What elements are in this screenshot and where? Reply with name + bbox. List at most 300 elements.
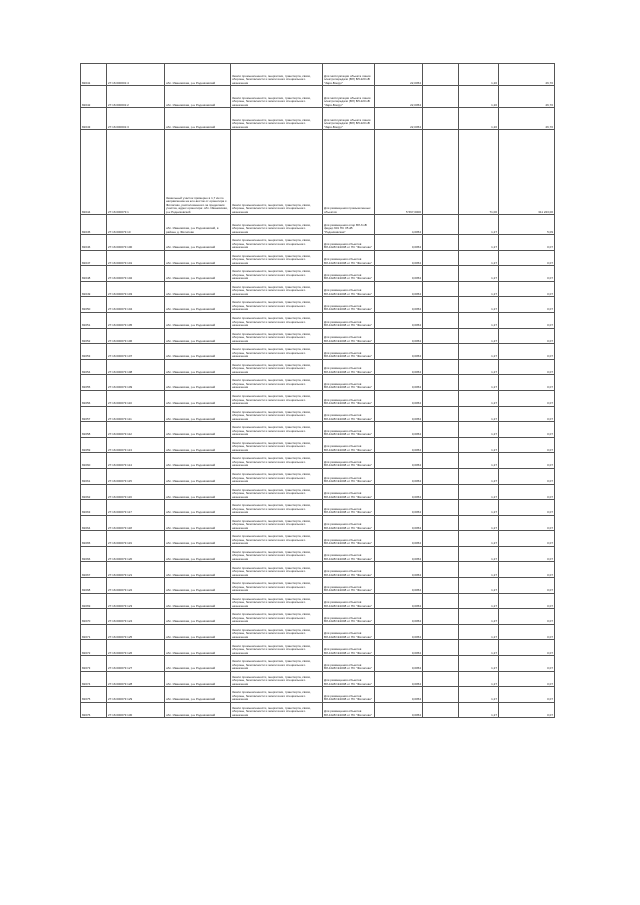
rate-cell: 1,20 — [459, 64, 499, 86]
location-cell: обл. Ивановская, р-н Родниковский — [165, 453, 231, 469]
amount-cell: 0,07 — [499, 328, 555, 344]
amount-cell: 0,07 — [499, 375, 555, 391]
land-category-cell: Земли промышленности, энергетики, транспорта, связи, обороны, безопасности и земли иного специального назначения — [231, 437, 323, 453]
table-row — [81, 86, 555, 108]
permitted-use-cell: Для размещения объектов ВЛ-10кВ №1008 от ПС "Филисово" — [323, 671, 375, 687]
land-category-cell: Земли промышленности, энергетики, транспорта, связи, обороны, безопасности и земли иного специального назначения — [231, 624, 323, 640]
location-cell: обл. Ивановская, р-н Родниковский — [165, 266, 231, 282]
rate-cell: 1,27 — [459, 656, 499, 672]
cadastral-number-cell: 27:16:000073:105 — [107, 312, 165, 328]
amount-cell: 0,07 — [499, 484, 555, 500]
value-1-cell — [423, 687, 459, 703]
row-number-cell: 82042 — [81, 86, 107, 108]
land-category-cell: Земли промышленности, энергетики, транспорта, связи, обороны, безопасности и земли иного специального назначения — [231, 562, 323, 578]
value-1-cell — [423, 500, 459, 516]
area-cell: 0,0054 — [375, 500, 423, 516]
land-plots-table — [80, 63, 555, 718]
permitted-use-cell: Для размещения объектов ВЛ-10кВ №1008 от ПС "Филисово" — [323, 578, 375, 594]
area-cell: 0,0054 — [375, 437, 423, 453]
amount-cell: 0,07 — [499, 500, 555, 516]
value-1-cell — [423, 546, 459, 562]
location-cell: обл. Ивановская, р-н Родниковский — [165, 687, 231, 703]
table-row — [81, 250, 555, 266]
value-1-cell — [423, 484, 459, 500]
land-category-cell: Земли промышленности, энергетики, транспорта, связи, обороны, безопасности и земли иного специального назначения — [231, 281, 323, 297]
rate-cell: 1,27 — [459, 453, 499, 469]
row-number-cell: 82053 — [81, 344, 107, 360]
land-category-cell: Земли промышленности, энергетики, транспорта, связи, обороны, безопасности и земли иного специального назначения — [231, 64, 323, 86]
amount-cell: 0,07 — [499, 515, 555, 531]
permitted-use-cell: Для размещения объектов ВЛ-10кВ №1008 от ПС "Филисово" — [323, 281, 375, 297]
row-number-cell: 82061 — [81, 468, 107, 484]
location-cell: обл. Ивановская, р-н Родниковский — [165, 328, 231, 344]
location-cell: обл. Ивановская, р-н Родниковский, в районе д. Филисово — [165, 215, 231, 235]
rate-cell: 1,27 — [459, 515, 499, 531]
rate-cell: 1,27 — [459, 344, 499, 360]
cadastral-number-cell: 27:16:000073:106 — [107, 328, 165, 344]
area-cell: 0,0054 — [375, 656, 423, 672]
cadastral-number-cell: 27:16:000073:111 — [107, 406, 165, 422]
row-number-cell: 82075 — [81, 687, 107, 703]
value-1-cell — [423, 375, 459, 391]
row-number-cell: 82041 — [81, 64, 107, 86]
value-1-cell — [423, 531, 459, 547]
permitted-use-cell: Для размещения объектов ВЛ-10кВ №1008 от ПС "Филисово" — [323, 656, 375, 672]
row-number-cell: 82073 — [81, 656, 107, 672]
permitted-use-cell: Для размещения объектов ВЛ-10кВ №1008 от ПС "Филисово" — [323, 484, 375, 500]
amount-cell: 311 223,00 — [499, 130, 555, 215]
row-number-cell: 82052 — [81, 328, 107, 344]
row-number-cell: 82076 — [81, 702, 107, 718]
land-category-cell: Земли промышленности, энергетики, транспорта, связи, обороны, безопасности и земли иного специального назначения — [231, 130, 323, 215]
value-1-cell — [423, 562, 459, 578]
location-cell: обл. Ивановская, р-н Родниковский — [165, 437, 231, 453]
amount-cell: 0,07 — [499, 453, 555, 469]
area-cell: 0,0054 — [375, 702, 423, 718]
rate-cell: 1,27 — [459, 437, 499, 453]
amount-cell: 0,07 — [499, 531, 555, 547]
value-1-cell — [423, 624, 459, 640]
amount-cell: 0,07 — [499, 390, 555, 406]
amount-cell: 5,09 — [499, 215, 555, 235]
table-row — [81, 671, 555, 687]
cadastral-number-cell: 27:16:000073:107 — [107, 344, 165, 360]
area-cell: 0,0054 — [375, 390, 423, 406]
land-category-cell: Земли промышленности, энергетики, транспорта, связи, обороны, безопасности и земли иного специального назначения — [231, 359, 323, 375]
permitted-use-cell: Для размещения объектов ВЛ-10кВ №1008 от ПС "Филисово" — [323, 562, 375, 578]
table-row — [81, 531, 555, 547]
row-number-cell: 82065 — [81, 531, 107, 547]
cadastral-number-cell: 27:16:000073:109 — [107, 375, 165, 391]
table-row — [81, 515, 555, 531]
area-cell: 22,0054 — [375, 108, 423, 130]
cadastral-number-cell: 27:16:000073:118 — [107, 515, 165, 531]
amount-cell: 26,70 — [499, 64, 555, 86]
location-cell: обл. Ивановская, р-н Родниковский — [165, 515, 231, 531]
location-cell: обл. Ивановская, р-н Родниковский — [165, 593, 231, 609]
table-row — [81, 406, 555, 422]
row-number-cell: 82064 — [81, 515, 107, 531]
permitted-use-cell: Для размещения объектов ВЛ-10кВ №1008 от ПС "Филисово" — [323, 250, 375, 266]
land-category-cell: Земли промышленности, энергетики, транспорта, связи, обороны, безопасности и земли иного специального назначения — [231, 422, 323, 438]
table-row — [81, 640, 555, 656]
table-row — [81, 562, 555, 578]
cadastral-number-cell: 27:16:000073:110 — [107, 390, 165, 406]
row-number-cell: 82049 — [81, 281, 107, 297]
table-row — [81, 297, 555, 313]
value-1-cell — [423, 130, 459, 215]
area-cell: 0,0054 — [375, 484, 423, 500]
location-cell: обл. Ивановская, р-н Родниковский — [165, 562, 231, 578]
table-row — [81, 130, 555, 215]
cadastral-number-cell: 27:16:000073:100 — [107, 235, 165, 251]
table-row — [81, 390, 555, 406]
row-number-cell: 82070 — [81, 609, 107, 625]
area-cell: 4,0054 — [375, 215, 423, 235]
rate-cell: 1,27 — [459, 406, 499, 422]
table-row — [81, 359, 555, 375]
row-number-cell: 82071 — [81, 624, 107, 640]
permitted-use-cell: Для размещения объектов ВЛ-10кВ №1008 от ПС "Филисово" — [323, 422, 375, 438]
land-category-cell: Земли промышленности, энергетики, транспорта, связи, обороны, безопасности и земли иного специального назначения — [231, 235, 323, 251]
rate-cell: 1,27 — [459, 215, 499, 235]
location-cell: обл. Ивановская, р-н Родниковский — [165, 390, 231, 406]
permitted-use-cell: Для размещения объектов ВЛ-10кВ №1008 от ПС "Филисово" — [323, 312, 375, 328]
permitted-use-cell: Для размещения объектов ВЛ-10кВ №1008 от ПС "Филисово" — [323, 515, 375, 531]
land-category-cell: Земли промышленности, энергетики, транспорта, связи, обороны, безопасности и земли иного специального назначения — [231, 390, 323, 406]
permitted-use-cell: Для размещения объектов ВЛ-10кВ №1008 от ПС "Филисово" — [323, 453, 375, 469]
rate-cell: 1,27 — [459, 687, 499, 703]
location-cell: обл. Ивановская, р-н Родниковский — [165, 406, 231, 422]
cadastral-number-cell: 27:16:000073:10 — [107, 215, 165, 235]
amount-cell: 0,07 — [499, 687, 555, 703]
area-cell: 5 597,0000 — [375, 130, 423, 215]
cadastral-number-cell: 27:16:000073:116 — [107, 484, 165, 500]
value-1-cell — [423, 297, 459, 313]
cadastral-number-cell: 27:16:000073:117 — [107, 500, 165, 516]
value-1-cell — [423, 702, 459, 718]
location-cell: обл. Ивановская, р-н Родниковский — [165, 484, 231, 500]
value-1-cell — [423, 671, 459, 687]
table-row — [81, 453, 555, 469]
permitted-use-cell: Для размещения промышленных объектов — [323, 130, 375, 215]
value-1-cell — [423, 437, 459, 453]
location-cell: обл. Ивановская, р-н Родниковский — [165, 609, 231, 625]
land-category-cell: Земли промышленности, энергетики, транспорта, связи, обороны, безопасности и земли иного специального назначения — [231, 406, 323, 422]
permitted-use-cell: Для эксплуатации объекта линии электропередачи (ВЛ) ВЛ-220 кВ "Заря-Вокруг" — [323, 108, 375, 130]
rate-cell: 1,27 — [459, 640, 499, 656]
cadastral-number-cell: 27:16:000073:125 — [107, 624, 165, 640]
location-cell: обл. Ивановская, р-н Родниковский — [165, 235, 231, 251]
permitted-use-cell: Для размещения объектов ВЛ-10кВ №1008 от ПС "Филисово" — [323, 406, 375, 422]
cadastral-number-cell: 27:16:000073:128 — [107, 671, 165, 687]
value-1-cell — [423, 468, 459, 484]
row-number-cell: 82045 — [81, 215, 107, 235]
location-cell: обл. Ивановская, р-н Родниковский — [165, 656, 231, 672]
amount-cell: 0,07 — [499, 578, 555, 594]
area-cell: 0,0054 — [375, 468, 423, 484]
land-category-cell: Земли промышленности, энергетики, транспорта, связи, обороны, безопасности и земли иного специального назначения — [231, 86, 323, 108]
amount-cell: 0,07 — [499, 422, 555, 438]
location-cell: обл. Ивановская, р-н Родниковский — [165, 546, 231, 562]
location-cell: обл. Ивановская, р-н Родниковский — [165, 671, 231, 687]
rate-cell: 1,27 — [459, 312, 499, 328]
permitted-use-cell: Для размещения объектов ВЛ-10кВ №1008 от ПС "Филисово" — [323, 266, 375, 282]
land-category-cell: Земли промышленности, энергетики, транспорта, связи, обороны, безопасности и земли иного специального назначения — [231, 344, 323, 360]
value-1-cell — [423, 422, 459, 438]
table-row — [81, 422, 555, 438]
area-cell: 22,0054 — [375, 64, 423, 86]
area-cell: 0,0054 — [375, 266, 423, 282]
row-number-cell: 82050 — [81, 297, 107, 313]
value-1-cell — [423, 86, 459, 108]
row-number-cell: 82072 — [81, 640, 107, 656]
row-number-cell: 82055 — [81, 375, 107, 391]
rate-cell: 1,27 — [459, 359, 499, 375]
value-1-cell — [423, 344, 459, 360]
row-number-cell: 82051 — [81, 312, 107, 328]
amount-cell: 0,07 — [499, 406, 555, 422]
permitted-use-cell: Для размещения объектов ВЛ-10кВ №1008 от ПС "Филисово" — [323, 359, 375, 375]
area-cell: 0,0054 — [375, 250, 423, 266]
table-row — [81, 624, 555, 640]
permitted-use-cell: Для размещения объектов ВЛ-10кВ №1008 от ПС "Филисово" — [323, 546, 375, 562]
cadastral-number-cell: 27:16:000073:124 — [107, 609, 165, 625]
cadastral-number-cell: 27:16:000073:126 — [107, 640, 165, 656]
row-number-cell: 82047 — [81, 250, 107, 266]
rate-cell: 1,27 — [459, 671, 499, 687]
cadastral-number-cell: 27:16:000073:1 — [107, 130, 165, 215]
table-row — [81, 328, 555, 344]
value-1-cell — [423, 578, 459, 594]
rate-cell: 1,27 — [459, 422, 499, 438]
table-row — [81, 546, 555, 562]
permitted-use-cell: Для размещения объектов ВЛ-10кВ №1008 от ПС "Филисово" — [323, 687, 375, 703]
permitted-use-cell: Для размещения объектов ВЛ-10кВ №1008 от ПС "Филисово" — [323, 375, 375, 391]
table-row — [81, 656, 555, 672]
cadastral-number-cell: 27:16:000073:108 — [107, 359, 165, 375]
area-cell: 0,0054 — [375, 281, 423, 297]
value-1-cell — [423, 593, 459, 609]
table-row — [81, 235, 555, 251]
table-row — [81, 702, 555, 718]
land-category-cell: Земли промышленности, энергетики, транспорта, связи, обороны, безопасности и земли иного специального назначения — [231, 687, 323, 703]
amount-cell: 0,07 — [499, 468, 555, 484]
value-1-cell — [423, 108, 459, 130]
row-number-cell: 82060 — [81, 453, 107, 469]
cadastral-number-cell: 27:16:000073:123 — [107, 593, 165, 609]
rate-cell: 1,27 — [459, 624, 499, 640]
row-number-cell: 82057 — [81, 406, 107, 422]
location-cell: обл. Ивановская, р-н Родниковский — [165, 64, 231, 86]
rate-cell: 1,20 — [459, 108, 499, 130]
land-category-cell: Земли промышленности, энергетики, транспорта, связи, обороны, безопасности и земли иного специального назначения — [231, 375, 323, 391]
table-row — [81, 687, 555, 703]
row-number-cell: 82056 — [81, 390, 107, 406]
rate-cell: 1,27 — [459, 531, 499, 547]
amount-cell: 0,07 — [499, 344, 555, 360]
land-category-cell: Земли промышленности, энергетики, транспорта, связи, обороны, безопасности и земли иного специального назначения — [231, 250, 323, 266]
rate-cell: 1,27 — [459, 266, 499, 282]
location-cell: обл. Ивановская, р-н Родниковский — [165, 702, 231, 718]
permitted-use-cell: Для размещения объектов ВЛ-10кВ №1008 от ПС "Филисово" — [323, 344, 375, 360]
area-cell: 0,0054 — [375, 593, 423, 609]
value-1-cell — [423, 281, 459, 297]
table-row — [81, 593, 555, 609]
permitted-use-cell: Для эксплуатации объекта линии электропередачи (ВЛ) ВЛ-220 кВ "Заря-Вокруг" — [323, 64, 375, 86]
land-category-cell: Земли промышленности, энергетики, транспорта, связи, обороны, безопасности и земли иного специального назначения — [231, 640, 323, 656]
row-number-cell: 82059 — [81, 437, 107, 453]
land-category-cell: Земли промышленности, энергетики, транспорта, связи, обороны, безопасности и земли иного специального назначения — [231, 328, 323, 344]
permitted-use-cell: Для размещения объектов ВЛ-10кВ №1008 от ПС "Филисово" — [323, 468, 375, 484]
location-cell: обл. Ивановская, р-н Родниковский — [165, 344, 231, 360]
area-cell: 0,0054 — [375, 359, 423, 375]
value-1-cell — [423, 390, 459, 406]
permitted-use-cell: Для размещения объектов ВЛ-10кВ №1008 от ПС "Филисово" — [323, 328, 375, 344]
land-category-cell: Земли промышленности, энергетики, транспорта, связи, обороны, безопасности и земли иного специального назначения — [231, 593, 323, 609]
cadastral-number-cell: 27:16:000073:114 — [107, 453, 165, 469]
permitted-use-cell: Для размещения объектов ВЛ-10кВ №1008 от ПС "Филисово" — [323, 624, 375, 640]
location-cell: обл. Ивановская, р-н Родниковский — [165, 250, 231, 266]
amount-cell: 0,07 — [499, 235, 555, 251]
location-cell: обл. Ивановская, р-н Родниковский — [165, 468, 231, 484]
land-category-cell: Земли промышленности, энергетики, транспорта, связи, обороны, безопасности и земли иного специального назначения — [231, 266, 323, 282]
row-number-cell: 82046 — [81, 235, 107, 251]
row-number-cell: 82074 — [81, 671, 107, 687]
value-1-cell — [423, 656, 459, 672]
amount-cell: 0,07 — [499, 656, 555, 672]
rate-cell: 1,27 — [459, 702, 499, 718]
permitted-use-cell: Для размещения объектов ВЛ-10кВ №1008 от ПС "Филисово" — [323, 609, 375, 625]
row-number-cell: 82069 — [81, 593, 107, 609]
row-number-cell: 82067 — [81, 562, 107, 578]
area-cell: 0,0054 — [375, 531, 423, 547]
amount-cell: 0,07 — [499, 359, 555, 375]
table-row — [81, 64, 555, 86]
amount-cell: 26,70 — [499, 86, 555, 108]
location-cell: обл. Ивановская, р-н Родниковский — [165, 624, 231, 640]
row-number-cell: 82054 — [81, 359, 107, 375]
area-cell: 0,0054 — [375, 375, 423, 391]
amount-cell: 0,07 — [499, 562, 555, 578]
location-cell: Земельный участок примерно в 1,7 км по направлению на юго-восток от ориентира с. Филисово, расположенного за пределами участка, адрес ориентира: обл. Ивановская, р-н Родниковский — [165, 130, 231, 215]
value-1-cell — [423, 64, 459, 86]
area-cell: 0,0054 — [375, 671, 423, 687]
amount-cell: 0,07 — [499, 702, 555, 718]
cadastral-number-cell: 27:16:000073:121 — [107, 562, 165, 578]
cadastral-number-cell: 27:16:000001:2 — [107, 86, 165, 108]
table-row — [81, 375, 555, 391]
table-row — [81, 344, 555, 360]
cadastral-number-cell: 27:16:000073:113 — [107, 437, 165, 453]
cadastral-number-cell: 27:16:000073:129 — [107, 687, 165, 703]
permitted-use-cell: Для размещения объектов ВЛ-10кВ №1008 от ПС "Филисово" — [323, 297, 375, 313]
area-cell: 0,0054 — [375, 328, 423, 344]
cadastral-number-cell: 27:16:000073:115 — [107, 468, 165, 484]
area-cell: 0,0054 — [375, 235, 423, 251]
rate-cell: 1,27 — [459, 235, 499, 251]
amount-cell: 0,07 — [499, 312, 555, 328]
area-cell: 0,0054 — [375, 578, 423, 594]
amount-cell: 0,07 — [499, 609, 555, 625]
amount-cell: 0,07 — [499, 250, 555, 266]
rate-cell: 1,27 — [459, 578, 499, 594]
permitted-use-cell: Для размещения объектов ВЛ-10кВ №1008 от ПС "Филисово" — [323, 390, 375, 406]
land-category-cell: Земли промышленности, энергетики, транспорта, связи, обороны, безопасности и земли иного специального назначения — [231, 108, 323, 130]
location-cell: обл. Ивановская, р-н Родниковский — [165, 359, 231, 375]
value-1-cell — [423, 640, 459, 656]
value-1-cell — [423, 515, 459, 531]
value-1-cell — [423, 609, 459, 625]
land-category-cell: Земли промышленности, энергетики, транспорта, связи, обороны, безопасности и земли иного специального назначения — [231, 215, 323, 235]
cadastral-number-cell: 27:16:000073:112 — [107, 422, 165, 438]
area-cell: 0,0054 — [375, 640, 423, 656]
area-cell: 0,0054 — [375, 687, 423, 703]
amount-cell: 0,07 — [499, 671, 555, 687]
rate-cell: 1,27 — [459, 297, 499, 313]
row-number-cell: 82048 — [81, 266, 107, 282]
location-cell: обл. Ивановская, р-н Родниковский — [165, 640, 231, 656]
row-number-cell: 82044 — [81, 130, 107, 215]
table-row — [81, 281, 555, 297]
cadastral-number-cell: 27:16:000001:3 — [107, 108, 165, 130]
amount-cell: 0,07 — [499, 546, 555, 562]
rate-cell: 71,00 — [459, 130, 499, 215]
cadastral-number-cell: 27:16:000073:103 — [107, 281, 165, 297]
rate-cell: 1,27 — [459, 546, 499, 562]
land-category-cell: Земли промышленности, энергетики, транспорта, связи, обороны, безопасности и земли иного специального назначения — [231, 578, 323, 594]
value-1-cell — [423, 453, 459, 469]
area-cell: 0,0054 — [375, 609, 423, 625]
location-cell: обл. Ивановская, р-н Родниковский — [165, 531, 231, 547]
rate-cell: 1,27 — [459, 609, 499, 625]
land-category-cell: Земли промышленности, энергетики, транспорта, связи, обороны, безопасности и земли иного специального назначения — [231, 546, 323, 562]
location-cell: обл. Ивановская, р-н Родниковский — [165, 422, 231, 438]
location-cell: обл. Ивановская, р-н Родниковский — [165, 375, 231, 391]
value-1-cell — [423, 328, 459, 344]
row-number-cell: 82043 — [81, 108, 107, 130]
rate-cell: 1,27 — [459, 593, 499, 609]
land-category-cell: Земли промышленности, энергетики, транспорта, связи, обороны, безопасности и земли иного специального назначения — [231, 468, 323, 484]
permitted-use-cell: Для размещения объектов ВЛ-10кВ №1008 от ПС "Филисово" — [323, 531, 375, 547]
cadastral-number-cell: 27:16:000073:104 — [107, 297, 165, 313]
permitted-use-cell: Для размещения объектов ВЛ-10кВ №1008 от ПС "Филисово" — [323, 437, 375, 453]
permitted-use-cell: Для размещения объектов ВЛ-10кВ №1008 от ПС "Филисово" — [323, 235, 375, 251]
table-row — [81, 468, 555, 484]
value-1-cell — [423, 312, 459, 328]
location-cell: обл. Ивановская, р-н Родниковский — [165, 108, 231, 130]
table-row — [81, 578, 555, 594]
land-category-cell: Земли промышленности, энергетики, транспорта, связи, обороны, безопасности и земли иного специального назначения — [231, 484, 323, 500]
location-cell: обл. Ивановская, р-н Родниковский — [165, 86, 231, 108]
area-cell: 0,0054 — [375, 406, 423, 422]
amount-cell: 0,07 — [499, 281, 555, 297]
rate-cell: 1,27 — [459, 281, 499, 297]
area-cell: 0,0054 — [375, 344, 423, 360]
value-1-cell — [423, 250, 459, 266]
cadastral-number-cell: 27:16:000073:127 — [107, 656, 165, 672]
area-cell: 0,0054 — [375, 312, 423, 328]
table-row — [81, 609, 555, 625]
value-1-cell — [423, 215, 459, 235]
permitted-use-cell: Для размещения опор ВЛ-6 кВ фидер 601 ПС 35 кВ "Родниковская" — [323, 215, 375, 235]
rate-cell: 1,27 — [459, 328, 499, 344]
table-row — [81, 484, 555, 500]
amount-cell: 0,07 — [499, 624, 555, 640]
area-cell: 0,0054 — [375, 422, 423, 438]
permitted-use-cell: Для размещения объектов ВЛ-10кВ №1008 от ПС "Филисово" — [323, 500, 375, 516]
permitted-use-cell: Для размещения объектов ВЛ-10кВ №1008 от ПС "Филисово" — [323, 640, 375, 656]
